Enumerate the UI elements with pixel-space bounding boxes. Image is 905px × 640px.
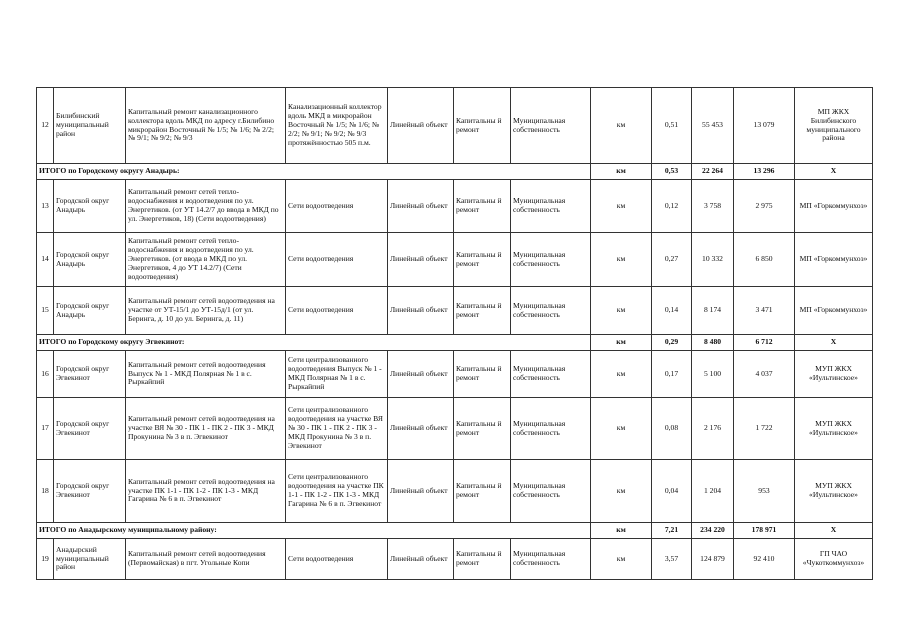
ownership-cell: Муниципальная собственность <box>511 287 591 335</box>
unit-cell: км <box>591 233 652 287</box>
organization-cell: МП «Горкоммунхоз» <box>795 180 873 233</box>
total-label: ИТОГО по Анадырскому муниципальному району: <box>37 523 591 539</box>
length-cell: 0,04 <box>652 460 692 523</box>
object-cell: Сети водоотведения <box>286 180 388 233</box>
table-row <box>37 287 873 335</box>
work-type-cell: Капитальны й ремонт <box>454 351 511 398</box>
organization-cell: МУП ЖКХ «Иультинское» <box>795 460 873 523</box>
unit-cell: км <box>591 523 652 539</box>
district-cell: Городской округ Анадырь <box>54 287 126 335</box>
district-cell: Билибинский муниципальный район <box>54 88 126 164</box>
cost-total-cell: 3 758 <box>692 180 734 233</box>
table-row <box>37 351 873 398</box>
row-number: 14 <box>37 233 54 287</box>
cost-total-cell: 55 453 <box>692 88 734 164</box>
cost-budget-cell: 1 722 <box>734 398 795 460</box>
unit-cell: км <box>591 88 652 164</box>
district-cell: Городской округ Анадырь <box>54 180 126 233</box>
object-type-cell: Линейный объект <box>388 180 454 233</box>
row-number: 13 <box>37 180 54 233</box>
length-cell: 0,53 <box>652 164 692 180</box>
cost-budget-cell: 6 712 <box>734 335 795 351</box>
work-type-cell: Капитальны й ремонт <box>454 539 511 580</box>
length-cell: 0,14 <box>652 287 692 335</box>
total-row <box>37 335 873 351</box>
row-number: 19 <box>37 539 54 580</box>
ownership-cell: Муниципальная собственность <box>511 460 591 523</box>
unit-cell: км <box>591 335 652 351</box>
object-cell: Сети водоотведения <box>286 287 388 335</box>
cost-budget-cell: 2 975 <box>734 180 795 233</box>
cost-total-cell: 1 204 <box>692 460 734 523</box>
organization-cell: X <box>795 164 873 180</box>
table-row <box>37 460 873 523</box>
unit-cell: км <box>591 180 652 233</box>
cost-budget-cell: 3 471 <box>734 287 795 335</box>
work-type-cell: Капитальны й ремонт <box>454 233 511 287</box>
total-row <box>37 523 873 539</box>
unit-cell: км <box>591 287 652 335</box>
cost-budget-cell: 953 <box>734 460 795 523</box>
organization-cell: МП «Горкоммунхоз» <box>795 233 873 287</box>
cost-total-cell: 124 879 <box>692 539 734 580</box>
object-cell: Сети водоотведения <box>286 539 388 580</box>
table-row <box>37 398 873 460</box>
description-cell: Капитальный ремонт канализационного коллектора вдоль МКД по адресу г.Билибино микрорайон Восточный № 1/5; № 1/6; № 2/2; № 9/1; № 9/2; № 9/3 <box>126 88 286 164</box>
description-cell: Капитальный ремонт сетей водоотведения на участке ПК 1-1 - ПК 1-2 - ПК 1-3 - МКД Гагарина № 6 в п. Эгвекинот <box>126 460 286 523</box>
cost-budget-cell: 92 410 <box>734 539 795 580</box>
cost-total-cell: 5 100 <box>692 351 734 398</box>
description-cell: Капитальный ремонт сетей водоотведения Выпуск № 1 - МКД Полярная № 1 в с. Рыркайпий <box>126 351 286 398</box>
ownership-cell: Муниципальная собственность <box>511 351 591 398</box>
cost-budget-cell: 6 850 <box>734 233 795 287</box>
description-cell: Капитальный ремонт сетей тепло-водоснабжения и водоотведения по ул. Энергетиков. (от УТ 14.2/7 до ввода в МКД по ул. Энергетиков, 18) (Сети водоотведения) <box>126 180 286 233</box>
district-cell: Анадырский муниципальный район <box>54 539 126 580</box>
object-type-cell: Линейный объект <box>388 88 454 164</box>
object-cell: Сети централизованного водоотведения на участке ПК 1-1 - ПК 1-2 - ПК 1-3 - МКД Гагарина № 6 в п. Эгвекинот <box>286 460 388 523</box>
organization-cell: X <box>795 335 873 351</box>
total-row <box>37 164 873 180</box>
length-cell: 0,27 <box>652 233 692 287</box>
object-type-cell: Линейный объект <box>388 460 454 523</box>
work-type-cell: Капитальны й ремонт <box>454 88 511 164</box>
row-number: 16 <box>37 351 54 398</box>
length-cell: 0,08 <box>652 398 692 460</box>
unit-cell: км <box>591 539 652 580</box>
organization-cell: МП «Горкоммунхоз» <box>795 287 873 335</box>
object-cell: Канализационный коллектор вдоль МКД в микрорайон Восточный № 1/5; № 1/6; № 2/2; № 9/1; № 9/2; № 9/3 протяжённостью 505 п.м. <box>286 88 388 164</box>
object-cell: Сети водоотведения <box>286 233 388 287</box>
work-type-cell: Капитальны й ремонт <box>454 287 511 335</box>
object-type-cell: Линейный объект <box>388 398 454 460</box>
organization-cell: ГП ЧАО «Чукоткоммунхоз» <box>795 539 873 580</box>
cost-total-cell: 234 220 <box>692 523 734 539</box>
description-cell: Капитальный ремонт сетей водоотведения на участке ВЯ № 30 - ПК 1 - ПК 2 - ПК 3 - МКД Прокунина № 3 в п. Эгвекинот <box>126 398 286 460</box>
length-cell: 0,17 <box>652 351 692 398</box>
organization-cell: МП ЖКХ Билибинского муниципального района <box>795 88 873 164</box>
district-cell: Городской округ Анадырь <box>54 233 126 287</box>
cost-budget-cell: 13 296 <box>734 164 795 180</box>
length-cell: 3,57 <box>652 539 692 580</box>
object-type-cell: Линейный объект <box>388 287 454 335</box>
description-cell: Капитальный ремонт сетей тепло-водоснабжения и водоотведения по ул. Энергетиков. (от ввода в МКД по ул. Энергетиков, 4 до УТ 14.2/7) (Сети водоотведения) <box>126 233 286 287</box>
ownership-cell: Муниципальная собственность <box>511 398 591 460</box>
work-type-cell: Капитальны й ремонт <box>454 398 511 460</box>
district-cell: Городской округ Эгвекинот <box>54 460 126 523</box>
table-row <box>37 539 873 580</box>
cost-total-cell: 10 332 <box>692 233 734 287</box>
total-label: ИТОГО по Городскому округу Анадырь: <box>37 164 591 180</box>
table-row <box>37 88 873 164</box>
row-number: 12 <box>37 88 54 164</box>
description-cell: Капитальный ремонт сетей водоотведения (Первомайская) в пгт. Угольные Копи <box>126 539 286 580</box>
organization-cell: МУП ЖКХ «Иультинское» <box>795 351 873 398</box>
ownership-cell: Муниципальная собственность <box>511 180 591 233</box>
ownership-cell: Муниципальная собственность <box>511 233 591 287</box>
cost-total-cell: 2 176 <box>692 398 734 460</box>
ownership-cell: Муниципальная собственность <box>511 539 591 580</box>
total-label: ИТОГО по Городскому округу Эгвекинот: <box>37 335 591 351</box>
length-cell: 0,29 <box>652 335 692 351</box>
cost-total-cell: 22 264 <box>692 164 734 180</box>
organization-cell: МУП ЖКХ «Иультинское» <box>795 398 873 460</box>
object-type-cell: Линейный объект <box>388 233 454 287</box>
capital-repair-table <box>36 87 873 580</box>
organization-cell: X <box>795 523 873 539</box>
unit-cell: км <box>591 164 652 180</box>
cost-total-cell: 8 174 <box>692 287 734 335</box>
row-number: 18 <box>37 460 54 523</box>
row-number: 17 <box>37 398 54 460</box>
cost-budget-cell: 4 037 <box>734 351 795 398</box>
length-cell: 7,21 <box>652 523 692 539</box>
description-cell: Капитальный ремонт сетей водоотведения на участке от УТ-15/1 до УТ-15д/1 (от ул. Беринга, д. 10 до ул. Беринга, д. 11) <box>126 287 286 335</box>
ownership-cell: Муниципальная собственность <box>511 88 591 164</box>
object-type-cell: Линейный объект <box>388 351 454 398</box>
document-page <box>36 87 872 580</box>
object-type-cell: Линейный объект <box>388 539 454 580</box>
work-type-cell: Капитальны й ремонт <box>454 180 511 233</box>
length-cell: 0,51 <box>652 88 692 164</box>
district-cell: Городской округ Эгвекинот <box>54 398 126 460</box>
cost-total-cell: 8 480 <box>692 335 734 351</box>
object-cell: Сети централизованного водоотведения Выпуск № 1 - МКД Полярная № 1 в с. Рыркайпий <box>286 351 388 398</box>
cost-budget-cell: 178 971 <box>734 523 795 539</box>
cost-budget-cell: 13 079 <box>734 88 795 164</box>
unit-cell: км <box>591 351 652 398</box>
work-type-cell: Капитальны й ремонт <box>454 460 511 523</box>
object-cell: Сети централизованного водоотведения на участке ВЯ № 30 - ПК 1 - ПК 2 - ПК 3 - МКД Прокунина № 3 в п. Эгвекинот <box>286 398 388 460</box>
row-number: 15 <box>37 287 54 335</box>
unit-cell: км <box>591 460 652 523</box>
district-cell: Городской округ Эгвекинот <box>54 351 126 398</box>
unit-cell: км <box>591 398 652 460</box>
table-row <box>37 180 873 233</box>
length-cell: 0,12 <box>652 180 692 233</box>
table-row <box>37 233 873 287</box>
